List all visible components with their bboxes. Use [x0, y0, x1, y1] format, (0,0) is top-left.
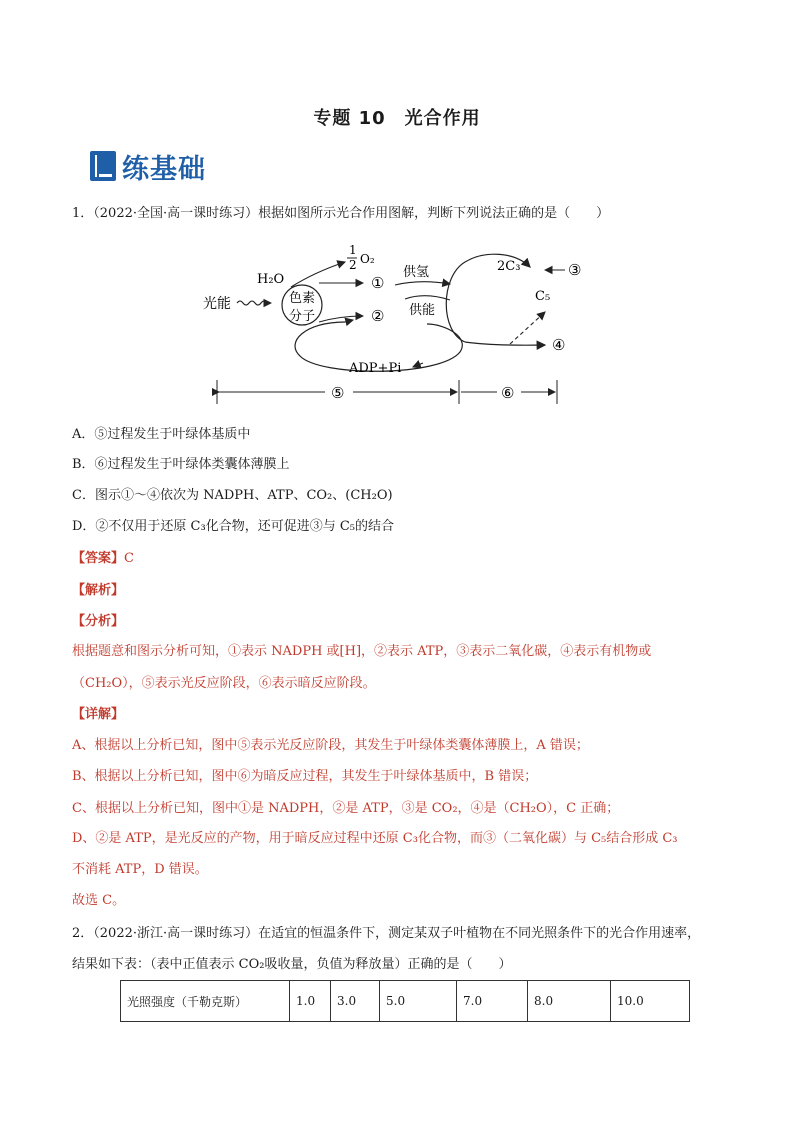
- pigment-label-2: 分子: [289, 309, 316, 324]
- c3-label: 2C₃: [497, 259, 521, 274]
- table-header-cell: 光照强度（千勒克斯）: [121, 981, 290, 1022]
- photosynthesis-diagram: [195, 232, 595, 412]
- section-header: [90, 148, 206, 184]
- marker-4: ④: [552, 336, 566, 354]
- answer-label: 【答案】: [72, 551, 125, 566]
- section-label: 练基础: [122, 153, 206, 185]
- light-energy-label: 光能: [203, 296, 231, 312]
- arrow-to-2: [319, 316, 363, 322]
- detail-line-c: C、根据以上分析已知，图中①是 NADPH，②是 ATP，③是 CO₂，④是（CH₂O），C 正确；: [72, 801, 620, 816]
- supply-energy-label: 供能: [409, 303, 436, 318]
- fenxi-text-2: （CH₂O），⑤表示光反应阶段，⑥表示暗反应阶段。: [72, 676, 376, 691]
- book-icon: [90, 151, 116, 181]
- detail-line-b: B、根据以上分析已知，图中⑥为暗反应过程，其发生于叶绿体基质中，B 错误；: [72, 769, 538, 784]
- oxygen-label: O₂: [360, 252, 375, 266]
- arrow-to-4: [465, 342, 545, 345]
- detail-line-d1: D、②是 ATP，是光反应的产物，用于暗反应过程中还原 C₃化合物，而③（二氧化碳）与 C₅结合形成 C₃: [72, 831, 678, 846]
- fenxi-label: 【分析】: [72, 614, 125, 629]
- supply-hydrogen-arrow: [395, 282, 450, 285]
- option-d: D．②不仅用于还原 C₃化合物，还可促进③与 C₅的结合: [72, 519, 395, 534]
- detail-line-d2: 不消耗 ATP，D 错误。: [72, 862, 208, 877]
- table-cell: 8.0: [528, 981, 611, 1022]
- marker-5: ⑤: [331, 384, 345, 402]
- c5-label: C₅: [535, 289, 551, 304]
- conclusion: 故选 C。: [72, 893, 126, 908]
- oxygen-numerator: 1: [349, 243, 357, 257]
- option-b: B．⑥过程发生于叶绿体类囊体薄膜上: [72, 457, 290, 472]
- page-title: 专题 10 光合作用: [313, 108, 481, 129]
- answer-row: [72, 550, 134, 568]
- dashed-to-c5: [510, 312, 545, 344]
- marker-3: ③: [568, 261, 582, 279]
- table-row: [121, 981, 690, 1022]
- marker-2: ②: [371, 307, 385, 325]
- table-cell: 10.0: [611, 981, 690, 1022]
- option-c: C．图示①～④依次为 NADPH、ATP、CO₂、(CH₂O): [72, 488, 393, 503]
- pigment-label-1: 色素: [289, 291, 316, 306]
- marker-6: ⑥: [501, 384, 515, 402]
- water-label: H₂O: [257, 272, 285, 287]
- question-2-stem-2: 结果如下表：（表中正值表示 CO₂吸收量，负值为释放量）正确的是（ ）: [72, 957, 512, 972]
- detail-label: 【详解】: [72, 707, 125, 722]
- table-cell: 1.0: [290, 981, 331, 1022]
- question-2-stem-1: 2．（2022·浙江·高一课时练习）在适宜的恒温条件下，测定某双子叶植物在不同光照条件下的光合作用速率，: [72, 926, 701, 941]
- fenxi-text-1: 根据题意和图示分析可知，①表示 NADPH 或[H]，②表示 ATP，③表示二氧化碳，④表示有机物或: [72, 644, 652, 659]
- adp-label: ADP+Pi: [349, 361, 402, 376]
- analysis-label: 【解析】: [72, 583, 125, 598]
- detail-line-a: A、根据以上分析已知，图中⑤表示光反应阶段，其发生于叶绿体类囊体薄膜上，A 错误；: [72, 738, 589, 753]
- marker-1: ①: [371, 274, 385, 292]
- light-intensity-table: [120, 980, 690, 1022]
- question-1-stem: 1．（2022·全国·高一课时练习）根据如图所示光合作用图解，判断下列说法正确的是（ ）: [72, 206, 610, 221]
- oxygen-denominator: 2: [349, 258, 357, 272]
- table-cell: 7.0: [457, 981, 528, 1022]
- supply-energy-line: [405, 296, 450, 300]
- table-cell: 3.0: [331, 981, 380, 1022]
- table-cell: 5.0: [380, 981, 457, 1022]
- answer-value: C: [124, 551, 134, 566]
- option-a: A．⑤过程发生于叶绿体基质中: [72, 427, 251, 442]
- light-arrow: [237, 301, 271, 305]
- supply-hydrogen-label: 供氢: [403, 265, 430, 280]
